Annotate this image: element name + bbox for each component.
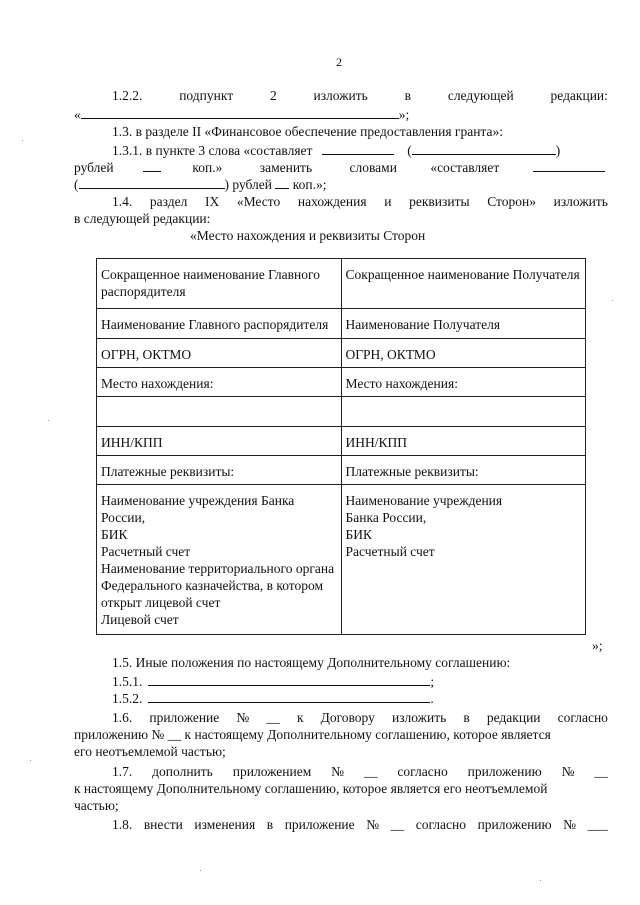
para-1-4-line2: в следующей редакции: [74, 211, 211, 226]
open-paren: ( [74, 177, 79, 192]
word: нахождения [297, 194, 367, 209]
close-paren: ) [555, 143, 561, 158]
para-1-3-1-line2 [74, 159, 608, 176]
word: изложить [553, 194, 608, 209]
table-cell-right: ОГРН, ОКТМО [341, 339, 586, 368]
text: 1.5.2. [112, 691, 143, 706]
blank-line [412, 142, 556, 155]
para-1-8-line1 [112, 817, 608, 833]
blank-line [148, 690, 430, 703]
word: и [384, 194, 392, 209]
para-1-5-2 [112, 690, 434, 707]
word: IX [204, 194, 220, 209]
word: приложению [467, 764, 542, 779]
table-cell-left: ИНН/КПП [97, 427, 342, 456]
word: приложение [149, 710, 220, 725]
blank-line [143, 159, 161, 172]
para-1-7-line1 [112, 764, 608, 780]
table-row [97, 485, 586, 635]
word: 1.4. [112, 194, 133, 209]
close-quote: »; [398, 107, 410, 122]
word: в [463, 710, 470, 725]
word: в [266, 817, 274, 832]
table-row [97, 427, 586, 456]
table-cell-left: ОГРН, ОКТМО [97, 339, 342, 368]
text: рублей [74, 160, 114, 175]
table-row [97, 339, 586, 368]
table-cell-left: Место нахождения: [97, 368, 342, 397]
para-1-5: 1.5. Иные положения по настоящему Дополнительному соглашению: [112, 655, 511, 670]
table-cell-right: Место нахождения: [341, 368, 586, 397]
word: изложить [391, 710, 447, 725]
blank-line [533, 159, 605, 172]
table-cell-right: Сокращенное наименование Получателя [341, 259, 586, 309]
para-1-3-1-line3 [74, 176, 327, 193]
para-1-6-line2: приложению № __ к настоящему Дополнительному соглашению, которое является [74, 727, 551, 742]
word: 1.2.2. [112, 88, 143, 103]
word: Сторон» [487, 194, 536, 209]
table-cell-left: Наименование учреждения Банка России, БИК Расчетный счет Наименование территориального органа Федерального казначейства, в котором открыт лицевой счет Лицевой счет [97, 485, 342, 635]
word: внести [143, 817, 183, 832]
text: словами [349, 160, 397, 175]
word: согласно [415, 817, 467, 832]
word: изложить [313, 88, 368, 103]
para-1-7-line2: к настоящему Дополнительному соглашению, которое является его неотъемлемой [74, 781, 548, 796]
word: в [404, 88, 412, 103]
table-row [97, 259, 586, 309]
table-title: «Место нахождения и реквизиты Сторон [190, 228, 426, 243]
word: Договору [320, 710, 375, 725]
word: № [331, 764, 345, 779]
text: 1.3.1. в пункте 3 слова «составляет [112, 143, 313, 158]
requisites-table [96, 258, 586, 635]
blank-line [275, 176, 289, 189]
word: ___ [587, 817, 608, 832]
blank-line [322, 142, 394, 155]
text: . [430, 691, 434, 706]
word: изменения [194, 817, 256, 832]
table-cell-right: Платежные реквизиты: [341, 456, 586, 485]
table-row [97, 456, 586, 485]
word: __ [266, 710, 280, 725]
word: дополнить [152, 764, 213, 779]
table-cell-left: Платежные реквизиты: [97, 456, 342, 485]
table-row [97, 368, 586, 397]
para-1-4-line1 [112, 194, 608, 210]
word: редакции [486, 710, 541, 725]
blank-line [79, 176, 225, 189]
para-1-3: 1.3. в разделе II «Финансовое обеспечение предоставления гранта»: [112, 124, 503, 139]
table-cell-right: Наименование Получателя [341, 309, 586, 339]
open-paren: ( [407, 143, 412, 158]
scan-speck [540, 880, 541, 881]
word: № [561, 764, 575, 779]
word: раздел [149, 194, 188, 209]
para-1-7-line3: частью; [74, 798, 119, 813]
word: 1.6. [112, 710, 133, 725]
word: приложение [284, 817, 355, 832]
word: приложением [232, 764, 312, 779]
word: 1.8. [112, 817, 133, 832]
table-cell-right [341, 397, 586, 427]
word: согласно [557, 710, 608, 725]
word: к [296, 710, 304, 725]
page-number: 2 [336, 55, 342, 69]
close-paren: ) [224, 177, 229, 192]
table-close-quote: »; [592, 638, 603, 653]
blank-line [148, 673, 430, 686]
scan-speck [612, 300, 613, 301]
table-cell-right: Наименование учреждения Банка России, БИК Расчетный счет [341, 485, 586, 635]
text: ; [430, 674, 435, 689]
word: № [366, 817, 380, 832]
table-row [97, 309, 586, 339]
scan-speck [48, 420, 49, 421]
word: согласно [397, 764, 448, 779]
word: 1.7. [112, 764, 133, 779]
text: рублей [232, 177, 273, 192]
word: № [563, 817, 577, 832]
word: подпункт [179, 88, 234, 103]
blank-line [81, 106, 399, 119]
para-1-2-2-line1 [112, 88, 608, 104]
table-cell-left [97, 397, 342, 427]
text: коп.»; [292, 177, 327, 192]
word: 2 [269, 88, 277, 103]
word: __ [363, 764, 378, 779]
scan-speck [30, 760, 31, 761]
word: следующей [447, 88, 514, 103]
scan-speck [22, 140, 23, 141]
word: № [236, 710, 250, 725]
text: 1.5.1. [112, 674, 143, 689]
word: реквизиты [409, 194, 470, 209]
table-cell-left: Сокращенное наименование Главного распорядителя [97, 259, 342, 309]
word: «Место [236, 194, 281, 209]
para-1-5-1 [112, 673, 434, 690]
word: __ [594, 764, 608, 779]
word: __ [390, 817, 405, 832]
text: коп.» [192, 160, 223, 175]
table-cell-left: Наименование Главного распорядителя [97, 309, 342, 339]
para-1-2-2-line2 [74, 106, 409, 123]
scan-speck [200, 870, 201, 871]
para-1-3-1-line1 [112, 142, 608, 159]
word: приложению [477, 817, 552, 832]
para-1-6-line1 [112, 710, 608, 726]
text: «составляет [430, 160, 500, 175]
text: заменить [259, 160, 313, 175]
para-1-6-line3: его неотъемлемой частью; [74, 744, 226, 759]
table-row [97, 397, 586, 427]
word: редакции: [550, 88, 608, 103]
open-quote: « [74, 107, 81, 122]
table-cell-right: ИНН/КПП [341, 427, 586, 456]
